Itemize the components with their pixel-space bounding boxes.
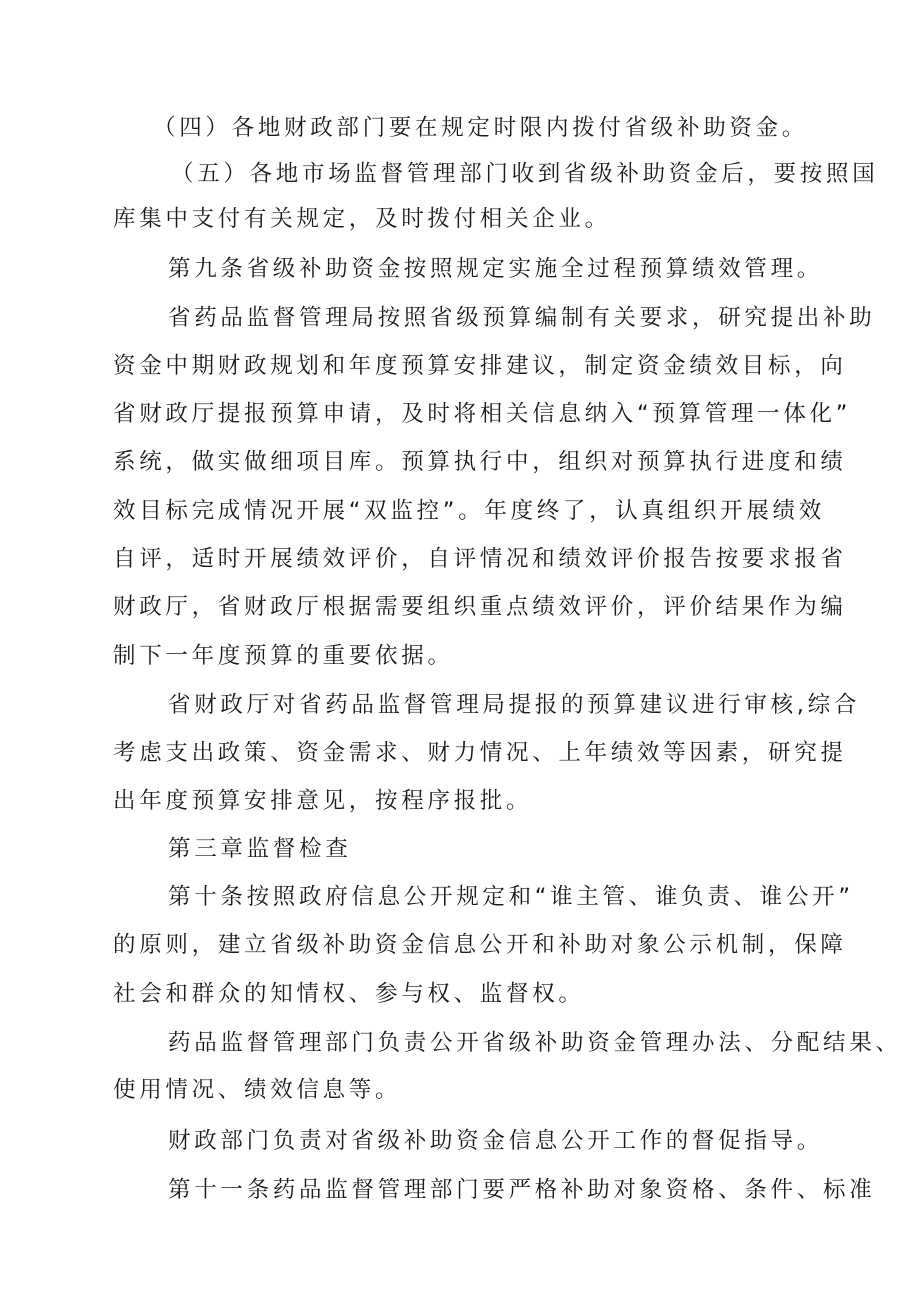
section-heading: 第三章监督检查 [168,836,352,862]
text-line-18: 的原则，建立省级补助资金信息公开和补助对象公示机制，保障 [113,932,847,958]
text-line-20: 药品监督管理部门负责公开省级补助资金管理办法、分配结果、 [168,1030,902,1056]
text-line-13: 省财政厅对省药品监督管理局提报的预算建议进行审核,综合 [168,692,861,718]
text-line-15: 出年度预算安排意见，按程序报批。 [113,788,533,814]
text-line-5: 省药品监督管理局按照省级预算编制有关要求，研究提出补助 [168,305,876,331]
text-line-6: 资金中期财政规划和年度预算安排建议，制定资金绩效目标，向 [113,353,847,379]
text-line-17: 第十条按照政府信息公开规定和“谁主管、谁负责、谁公开” [168,884,854,910]
text-line-1: （四）各地财政部门要在规定时限内拨付省级补助资金。 [153,115,809,141]
text-line-22: 财政部门负责对省级补助资金信息公开工作的督促指导。 [168,1128,824,1154]
text-line-8: 系统，做实做细项目库。预算执行中，组织对预算执行进度和绩 [113,449,847,475]
text-line-2: （五）各地市场监督管理部门收到省级补助资金后，要按照国 [171,161,879,187]
text-line-14: 考虑支出政策、资金需求、财力情况、上年绩效等因素，研究提 [113,740,847,766]
text-line-7: 省财政厅提报预算申请，及时将相关信息纳入“预算管理一体化” [113,401,852,427]
text-line-10: 自评，适时开展绩效评价，自评情况和绩效评价报告按要求报省 [113,546,847,572]
text-line-19: 社会和群众的知情权、参与权、监督权。 [113,981,585,1007]
text-line-3: 库集中支付有关规定，及时拨付相关企业。 [113,206,611,232]
text-line-12: 制下一年度预算的重要依据。 [113,643,454,669]
text-line-21: 使用情况、绩效信息等。 [113,1077,402,1103]
text-line-11: 财政厅，省财政厅根据需要组织重点绩效评价，评价结果作为编 [113,594,847,620]
text-line-9: 效目标完成情况开展“双监控”。年度终了，认真组织开展绩效 [113,498,825,524]
text-line-4: 第九条省级补助资金按照规定实施全过程预算绩效管理。 [168,256,824,282]
text-line-23: 第十一条药品监督管理部门要严格补助对象资格、条件、标准 [168,1177,876,1203]
